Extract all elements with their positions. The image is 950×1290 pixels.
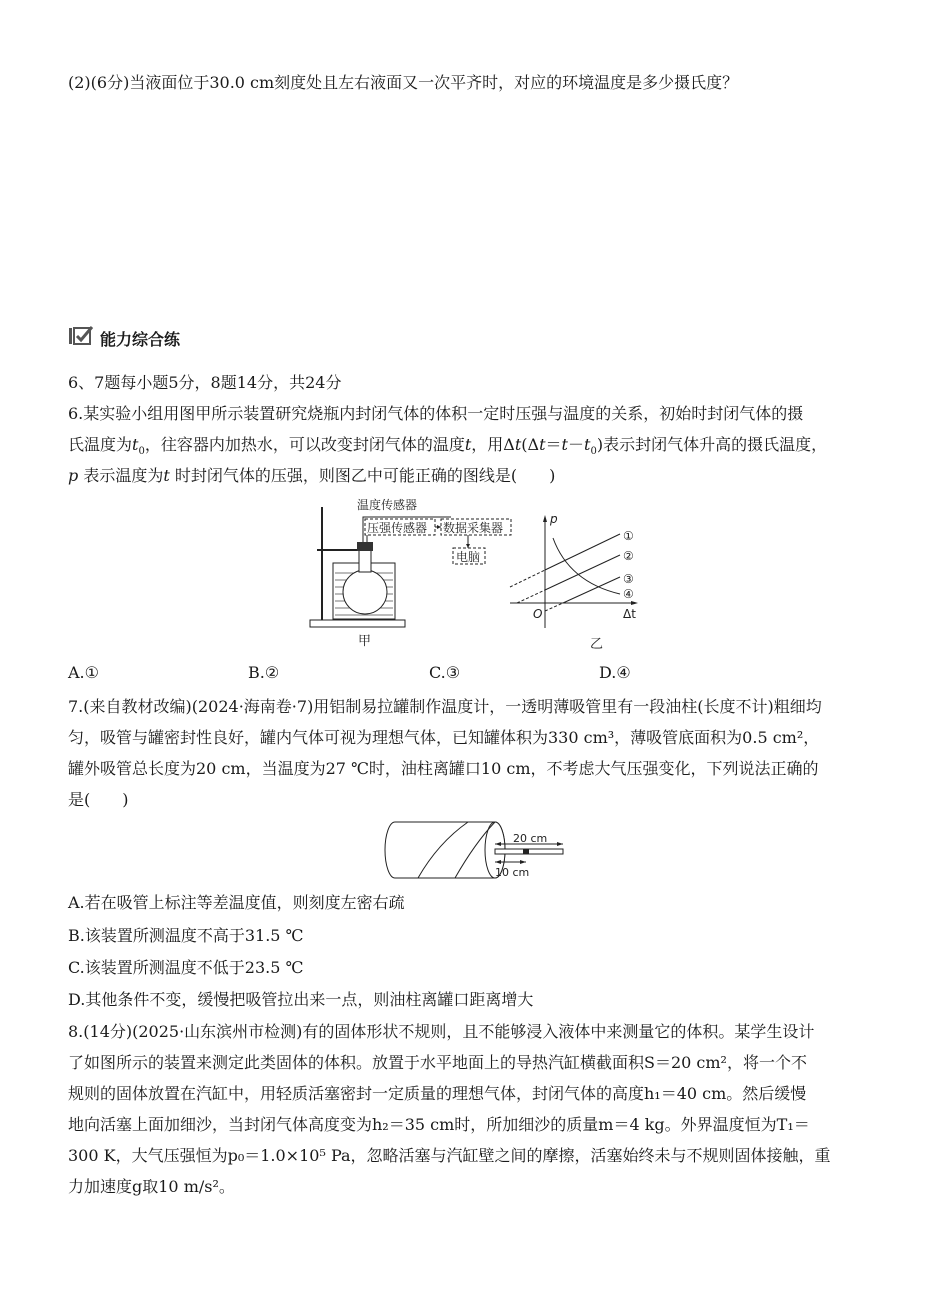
graph-line-4 bbox=[553, 538, 620, 594]
q7-option-c[interactable]: C.该装置所测温度不低于23.5 ℃ bbox=[68, 958, 304, 977]
q6-line-1: 6.某实验小组用图甲所示装置研究烧瓶内封闭气体的体积一定时压强与温度的关系，初始时封闭气体的摄 bbox=[68, 404, 804, 423]
origin-label: O bbox=[533, 607, 543, 621]
dim-20-label: 20 cm bbox=[513, 832, 548, 845]
line-label-1: ① bbox=[623, 529, 634, 543]
q6-line-3: p 表示温度为t 时封闭气体的压强，则图乙中可能正确的图线是( ) bbox=[68, 466, 556, 485]
line-label-3: ③ bbox=[623, 572, 634, 586]
q7-option-d[interactable]: D.其他条件不变，缓慢把吸管拉出来一点，则油柱离罐口距离增大 bbox=[68, 990, 534, 1009]
figure-yi-graph bbox=[505, 510, 645, 655]
graph-line-2 bbox=[545, 555, 620, 590]
figure-can-thermometer bbox=[383, 818, 568, 883]
q7-option-b[interactable]: B.该装置所测温度不高于31.5 ℃ bbox=[68, 926, 304, 945]
q8-line-1: 8.(14分)(2025·山东滨州市检测)有的固体形状不规则，且不能够浸入液体中来测量它的体积。某学生设计 bbox=[68, 1022, 815, 1041]
dim-10-label: 10 cm bbox=[495, 866, 530, 879]
q6-option-b[interactable]: B.② bbox=[248, 663, 280, 682]
caption-jia: 甲 bbox=[358, 634, 372, 649]
checklist-icon bbox=[68, 325, 94, 351]
q8-line-2: 了如图所示的装置来测定此类固体的体积。放置于水平地面上的导热汽缸横截面积S＝20 cm²，将一个不 bbox=[68, 1053, 807, 1072]
collector-label: 数据采集器 bbox=[443, 521, 504, 535]
q6-option-a[interactable]: A.① bbox=[68, 663, 99, 682]
q7-line-3: 罐外吸管总长度为20 cm，当温度为27 ℃时，油柱离罐口10 cm，不考虑大气压强变化，下列说法正确的 bbox=[68, 759, 819, 778]
graph-line-1 bbox=[545, 534, 620, 570]
q7-line-1: 7.(来自教材改编)(2024·海南卷·7)用铝制易拉罐制作温度计，一透明薄吸管里有一段油柱(长度不计)粗细均 bbox=[68, 697, 822, 716]
press-sensor-label: 压强传感器 bbox=[367, 521, 428, 535]
line-label-4: ④ bbox=[623, 587, 634, 601]
scoring-note: 6、7题每小题5分，8题14分，共24分 bbox=[68, 373, 342, 392]
x-axis-label: Δt bbox=[623, 607, 636, 621]
section-title: 能力综合练 bbox=[100, 329, 181, 349]
q8-line-3: 规则的固体放置在汽缸中，用轻质活塞密封一定质量的理想气体，封闭气体的高度h₁＝40 cm。然后缓慢 bbox=[68, 1084, 807, 1103]
line-label-2: ② bbox=[623, 549, 634, 563]
graph-line-3 bbox=[563, 577, 620, 603]
q8-line-4: 地向活塞上面加细沙，当封闭气体高度变为h₂＝35 cm时，所加细沙的质量m＝4 kg。外界温度恒为T₁＝ bbox=[68, 1115, 810, 1134]
computer-label: 电脑 bbox=[456, 550, 481, 564]
temp-sensor-label: 温度传感器 bbox=[357, 498, 418, 512]
y-axis-label: p bbox=[550, 512, 558, 526]
q7-option-a[interactable]: A.若在吸管上标注等差温度值，则刻度左密右疏 bbox=[68, 893, 405, 912]
figure-jia-apparatus bbox=[305, 495, 525, 650]
section-heading bbox=[68, 325, 180, 351]
q8-line-6: 力加速度g取10 m/s²。 bbox=[68, 1177, 235, 1196]
q6-option-c[interactable]: C.③ bbox=[429, 663, 461, 682]
q6-line-2: 氏温度为$t_0$，往容器内加热水，可以改变封闭气体的温度t，用$\Delta t(\Delta t=t-t_0)$表示封闭气体升高的摄氏温度， bbox=[68, 435, 828, 458]
q8-line-5: 300 K，大气压强恒为p₀＝1.0×10⁵ Pa，忽略活塞与汽缸壁之间的摩擦，活塞始终未与不规则固体接触，重 bbox=[68, 1146, 831, 1165]
q6-option-d[interactable]: D.④ bbox=[599, 663, 631, 682]
q6-options bbox=[68, 663, 868, 685]
caption-yi: 乙 bbox=[590, 637, 604, 652]
q7-line-4: 是( ) bbox=[68, 790, 129, 809]
q7-line-2: 匀，吸管与罐密封性良好，罐内气体可视为理想气体，已知罐体积为330 cm³，薄吸管底面积为0.5 cm²， bbox=[68, 728, 820, 747]
question-5-part-2: (2)(6分)当液面位于30.0 cm刻度处且左右液面又一次平齐时，对应的环境温度是多少摄氏度？ bbox=[68, 73, 739, 92]
